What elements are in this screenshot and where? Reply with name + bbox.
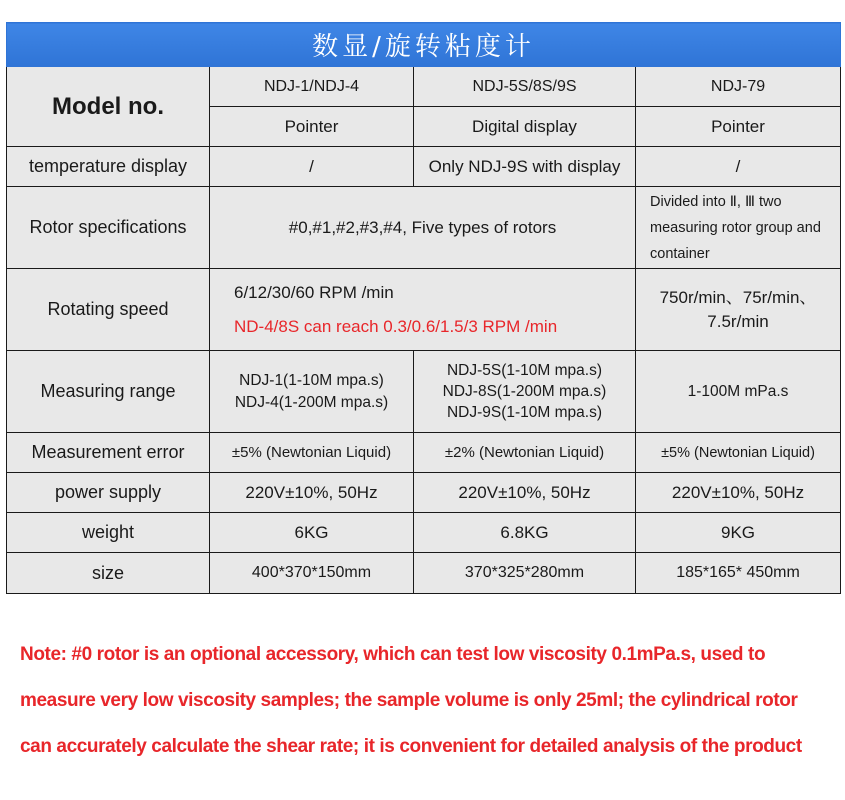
type-ndj1-4: Pointer [210, 107, 414, 147]
model-label: Model no. [7, 67, 210, 147]
error-ndj5s: ±2% (Newtonian Liquid) [414, 433, 636, 473]
speed-main [210, 269, 636, 351]
range-line: NDJ-1(1-10M mpa.s) [239, 371, 384, 389]
power-ndj5s: 220V±10%, 50Hz [414, 473, 636, 513]
rotor-main: #0,#1,#2,#3,#4, Five types of rotors [210, 187, 636, 269]
table-title: 数显/旋转粘度计 [7, 23, 841, 67]
range-label: Measuring range [7, 351, 210, 433]
range-line: NDJ-8S(1-200M mpa.s) [442, 383, 607, 400]
rotor-79-line: container [650, 245, 710, 262]
temperature-label: temperature display [7, 147, 210, 187]
range-ndj79: 1-100M mPa.s [636, 351, 841, 433]
range-line: NDJ-4(1-200M mpa.s) [234, 393, 389, 411]
size-ndj79: 185*165* 450mm [636, 553, 841, 594]
range-line: NDJ-9S(1-10M mpa.s) [446, 404, 603, 421]
error-ndj79: ±5% (Newtonian Liquid) [636, 433, 841, 473]
rotor-ndj79 [636, 187, 841, 269]
rotor-label: Rotor specifications [7, 187, 210, 269]
model-ndj1-4: NDJ-1/NDJ-4 [210, 67, 414, 107]
temperature-ndj79: / [636, 147, 841, 187]
range-ndj5s [414, 351, 636, 433]
type-ndj79: Pointer [636, 107, 841, 147]
footnote-line: Note: #0 rotor is an optional accessory, which can test low viscosity 0.1mPa.s, used to [20, 644, 766, 665]
speed-79-line: 750r/min、75r/min、 [659, 287, 817, 307]
model-ndj79: NDJ-79 [636, 67, 841, 107]
size-ndj1-4: 400*370*150mm [210, 553, 414, 594]
error-ndj1-4: ±5% (Newtonian Liquid) [210, 433, 414, 473]
speed-label: Rotating speed [7, 269, 210, 351]
speed-ndj79 [636, 269, 841, 351]
weight-ndj5s: 6.8KG [414, 513, 636, 553]
range-ndj1-4 [210, 351, 414, 433]
power-ndj1-4: 220V±10%, 50Hz [210, 473, 414, 513]
weight-ndj1-4: 6KG [210, 513, 414, 553]
model-ndj5s: NDJ-5S/8S/9S [414, 67, 636, 107]
speed-red-line: ND-4/8S can reach 0.3/0.6/1.5/3 RPM /min [234, 316, 558, 336]
footnote-line: measure very low viscosity samples; the sample volume is only 25ml; the cylindrical rotor [20, 690, 798, 711]
rotor-79-line: Divided into Ⅱ, Ⅲ two [650, 193, 782, 210]
spec-table [6, 22, 841, 594]
weight-label: weight [7, 513, 210, 553]
temperature-ndj5s: Only NDJ-9S with display [414, 147, 636, 187]
speed-79-line: 7.5r/min [707, 311, 769, 331]
weight-ndj79: 9KG [636, 513, 841, 553]
temperature-ndj1-4: / [210, 147, 414, 187]
power-ndj79: 220V±10%, 50Hz [636, 473, 841, 513]
type-ndj5s: Digital display [414, 107, 636, 147]
size-ndj5s: 370*325*280mm [414, 553, 636, 594]
error-label: Measurement error [7, 433, 210, 473]
range-line: NDJ-5S(1-10M mpa.s) [446, 362, 603, 379]
size-label: size [7, 553, 210, 594]
power-label: power supply [7, 473, 210, 513]
footnote-line: can accurately calculate the shear rate; it is convenient for detailed analysis of the product [20, 736, 802, 757]
footnote [20, 632, 820, 770]
rotor-79-line: measuring rotor group and [650, 219, 821, 236]
speed-main-line: 6/12/30/60 RPM /min [234, 282, 394, 302]
